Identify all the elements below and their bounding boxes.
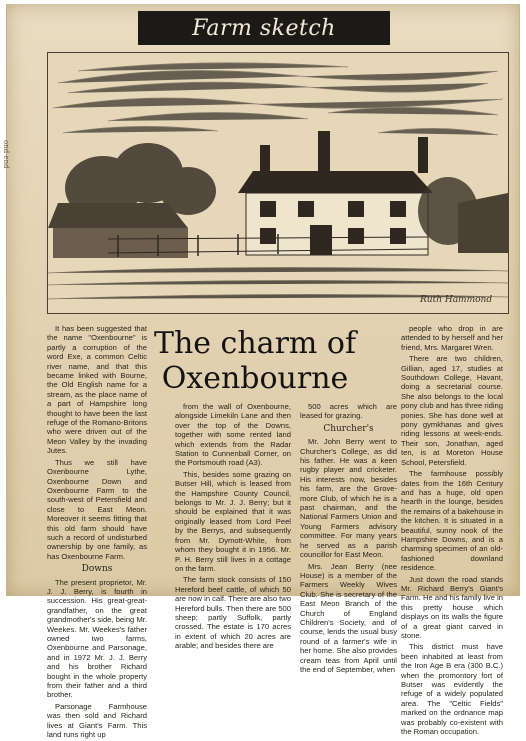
headline-line-2: Oxenbourne [161,361,349,396]
banner-title: Farm sketch [192,15,336,41]
paragraph: Mr. John Berry went to Churcher's College, as did his father. He was a keen rugby player and cricketer. His interests now, besides his farm, are the Grove-more Club, of which he is a past chairman, and the National Farmers Union and Young Farmers advisory committee. For many years he served as a parish councillor for East Meon. [300,437,397,560]
paragraph: This district must have been inhabited at least from the Iron Age B era (300 B.C.) when the promontory fort of Butser was evidently the refuge of a widely populated area. The "Celtic Fields" marked on the ordnance map was probably co-existent with the Roman occupation. [401,642,503,737]
paragraph: It has been suggested that the name "Oxenbourne" is partly a corruption of the word Exe, a common Celtic river name, and that this became linked with Bourne, the Old English name for a stream, as the place name of a part of Hampshire long thought to have been the last refuge of the Romano-Britons who were driven out of the Meon Valley by the invading Jutes. [47,324,147,456]
farmhouse-sketch-icon [48,53,508,313]
paragraph: The farm stock consists of 150 Hereford beef cattle, of which 50 are now in calf. There are also two Hereford bulls. Then there are 500 sheep; partly Suffolk, partly crossed. The estate is 170 acres in extent of which 20 acres are arable; and besides there are [175,575,291,651]
section-banner [138,11,390,45]
article-column-4 [401,324,503,738]
paragraph: Thus we still have Oxenbourne Lythe, Oxenbourne Down and Oxenbourne Farm to the south-west of Petersfield and close to East Meon. Moreover it seems fitting that this old farm should have such a record of undisturbed ownership by one family, as has Oxenbourne Farm. [47,457,147,561]
paragraph: This, besides some grazing on Butser Hill, which is leased from the Hampshire County Council, belongs to Mr. J. J. Berry; but it should be explained that it was originally leased from Lord Peel by the Berrys, and subsequently from Mr. Dymott-White, from whom they bought it in 1956. Mr. P. H. Berry still lives in a cottage on the farm. [175,469,291,573]
paragraph: Mrs. Jean Berry (nee House) is a member of the Farmers Weekly Wives Club. She is secretary of the East Meon Branch of the Church of England Children's Society, and of course, lends the usual busy round of a farmer's wife in her home. She also provides cream teas from April until the end of September, when [300,561,397,674]
headline-line-1: The charm of [153,326,357,361]
article-column-1 [47,324,147,741]
side-text-fragment: ond end [2,140,10,169]
subheading-churchers: Churcher's [323,423,374,434]
article-column-2 [175,402,291,653]
article-column-3 [300,402,397,676]
paragraph: The farmhouse possibly dates from the 16th Century and has a huge, old open hearth in the lounge, besides the remains of a bakehouse in the kitchen. It is situated in a beautiful, sunny nook of the Hampshire Downs, and is a charming specimen of an old-fashioned downland residence. [401,469,503,573]
paragraph: people who drop in are attended to by herself and her friend, Mrs. Margaret Wren. [401,324,503,352]
paragraph: Just down the road stands Mr. Richard Berry's Giant's Farm. He and his family live in this pretty house which displays on its walls the figure of a great giant carved in stone. [401,574,503,640]
paragraph: 500 acres which are leased for grazing. [300,402,397,421]
subheading-downs: Downs [81,564,113,575]
article-headline [150,326,360,396]
paragraph: There are two children, Gillian, aged 17, studies at Southdown College, Havant, doing a secretarial course. She also belongs to the local pony club and has three riding ponies. She has done well at pony gymkhanas and gives riding lessons at week-ends. Their son, Jonathan, aged ten, is at Moreton House School, Petersfield. [401,354,503,467]
paragraph: from the wall of Oxenbourne, alongside Limekiln Lane and then over the top of the Downs, together with some rented land which extends from the Radar Station to Cunnenball Corner, on the Portsmouth road (A3). [175,402,291,468]
artist-signature: Ruth Hammond [420,295,493,305]
paragraph: The present proprietor, Mr. J. J. Berry, is fourth in succession. His great-great-grandfather, on the great grandmother's side, being Mr. Weekes. Mr. Weekes's father owned two farms, Oxenbourne and Parsonage, and in 1972 Mr. J. J. Berry and his brother Richard bought in the whole property from their father and a third brother. [47,577,147,700]
farmhouse-sketch-illustration [47,52,509,314]
paragraph: Parsonage Farmhouse was then sold and Richard lives at Giant's Farm. This land runs right up [47,701,147,740]
